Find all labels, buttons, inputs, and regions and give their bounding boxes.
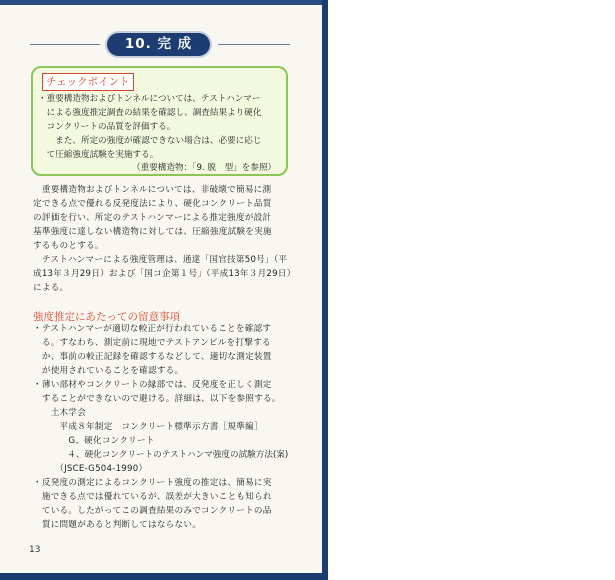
section-title: 10. 完 成: [107, 33, 210, 56]
paragraph-line: 定できる点で優れる反発度法により、硬化コンクリート品質: [33, 199, 272, 209]
bottom-border: [0, 573, 328, 580]
note-line: 施できる点では優れているが、誤差が大きいことも知られ: [33, 492, 272, 502]
note-line: G、硬化コンクリート: [33, 436, 155, 446]
top-border: [0, 0, 328, 5]
title-rule-right: [218, 44, 290, 45]
note-line: か、事前の較正記録を確認するなどして、適切な測定装置: [33, 352, 272, 362]
note-line: （JSCE-G504-1990）: [33, 464, 148, 474]
check-point-line: また、所定の強度が確認できない場合は、必要に応じ: [38, 136, 262, 146]
right-border: [322, 0, 328, 580]
paragraph-line: 基準強度に達しない構造物に対しては、圧縮強度試験を実施: [33, 227, 272, 237]
note-line: ・反発度の測定によるコンクリート強度の推定は、簡易に実: [33, 478, 272, 488]
paragraph-line: による。: [33, 283, 69, 293]
check-point-line: コンクリートの品質を評価する。: [38, 122, 176, 132]
note-line: ４、硬化コンクリートのテストハンマ強度の試験方法(案): [33, 450, 289, 460]
section-heading: 強度推定にあたっての留意事項: [33, 311, 180, 323]
note-line: 土木学会: [33, 408, 87, 418]
note-line: が使用されていることを確認する。: [33, 366, 184, 376]
check-point-line: て圧縮強度試験を実施する。: [38, 150, 159, 160]
check-point-label: チェックポイント: [42, 73, 134, 91]
paragraph-line: 重要構造物およびトンネルについては、非破壊で簡易に測: [33, 185, 272, 195]
note-line: ・薄い部材やコンクリートの縁部では、反発度を正しく測定: [33, 380, 272, 390]
note-line: 平成８年制定 コンクリート標準示方書［規準編］: [33, 422, 263, 432]
note-line: 質に問題があると判断してはならない。: [33, 520, 202, 530]
paragraph-line: 成13年３月29日）および「国コ企第１号」（平成13年３月29日）: [33, 269, 296, 279]
note-line: る。すなわち、測定前に現地でテストアンビルを打撃する: [33, 338, 271, 348]
paragraph-line: の評価を行い、所定のテストハンマーによる推定強度が設計: [33, 213, 272, 223]
note-line: ている。したがってこの調査結果のみでコンクリートの品: [33, 506, 272, 516]
paragraph-line: テストハンマーによる強度管理は、通達「国官技第50号」（平: [33, 255, 288, 265]
note-line: ・テストハンマーが適切な較正が行われていることを確認す: [33, 324, 272, 334]
title-rule-left: [30, 44, 100, 45]
page-number: 13: [29, 545, 41, 555]
paragraph-line: するものとする。: [33, 241, 104, 251]
check-point-line: による強度推定調査の結果を確認し、調査結果より硬化: [38, 108, 262, 118]
note-line: することができないので避ける。詳細は、以下を参照する。: [33, 394, 281, 404]
check-point-line: ・重要構造物およびトンネルについては、テストハンマー: [38, 94, 261, 104]
check-point-reference: （重要構造物：「9. 脱 型」を参照）: [132, 163, 277, 173]
